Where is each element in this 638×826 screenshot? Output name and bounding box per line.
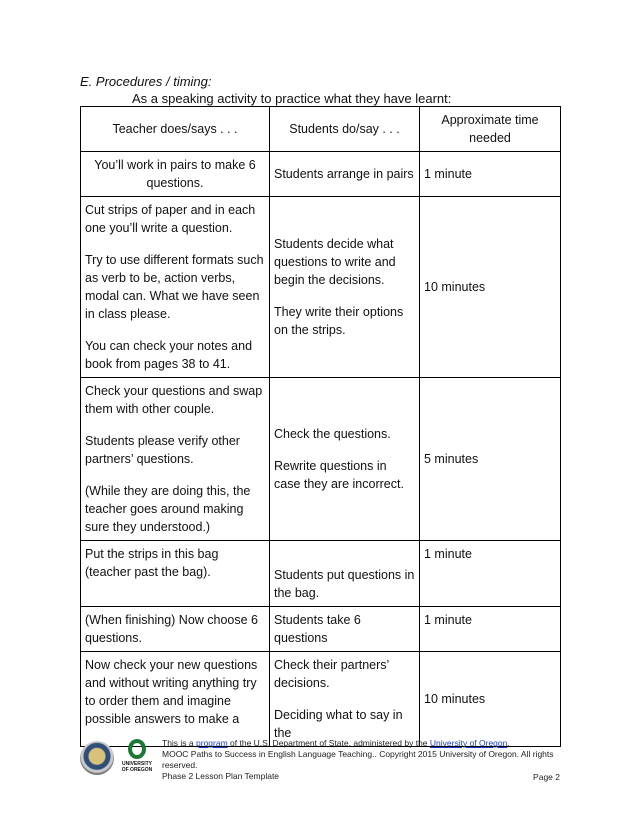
page-number: Page 2 <box>533 772 560 782</box>
time-cell: 10 minutes <box>420 652 561 747</box>
teacher-cell: Put the strips in this bag (teacher past the bag). <box>81 541 270 607</box>
table-row <box>81 607 561 652</box>
teacher-cell: Now check your new questions and without writing anything try to order them and imagine possible answers to make a <box>81 652 270 747</box>
table-row <box>81 541 561 607</box>
students-line: Deciding what to say in the <box>274 708 403 740</box>
students-line: Check the questions. <box>274 427 391 441</box>
footer-line-2: MOOC Paths to Success in English Language Teaching.. Copyright 2015 University of Oregon. All rights reserved. <box>162 749 554 770</box>
state-department-seal-icon <box>80 741 114 775</box>
students-line: Students decide what questions to write and begin the decisions. <box>274 237 396 287</box>
teacher-cell: (When finishing) Now choose 6 questions. <box>81 607 270 652</box>
time-cell: 10 minutes <box>420 197 561 378</box>
section-title: E. Procedures / timing: <box>80 74 212 89</box>
teacher-line: You can check your notes and book from pages 38 to 41. <box>85 339 253 371</box>
university-link[interactable]: University of Oregon <box>429 738 508 748</box>
teacher-line: Check your questions and swap them with other couple. <box>85 384 263 416</box>
page-footer <box>80 737 560 807</box>
footer-line-1 <box>162 738 560 749</box>
footer-text-segment: . <box>507 738 510 748</box>
students-cell <box>270 378 420 541</box>
students-line: Check their partners’ decisions. <box>274 658 389 690</box>
students-line: Rewrite questions in case they are incorrect. <box>274 459 404 491</box>
students-cell: Students put questions in the bag. <box>270 541 420 607</box>
table-row <box>81 197 561 378</box>
footer-text-segment: This is a <box>162 738 197 748</box>
footer-text-segment: of the U.S. Department of State, administered by the <box>227 738 430 748</box>
header-teacher: Teacher does/says . . . <box>81 107 270 152</box>
students-cell <box>270 652 420 747</box>
oregon-o-icon <box>128 739 146 759</box>
time-cell: 1 minute <box>420 607 561 652</box>
header-students: Students do/say . . . <box>270 107 420 152</box>
table-row <box>81 152 561 197</box>
teacher-cell: You’ll work in pairs to make 6 questions. <box>81 152 270 197</box>
footer-line-3: Phase 2 Lesson Plan Template <box>162 771 280 781</box>
time-cell: 5 minutes <box>420 378 561 541</box>
students-cell: Students arrange in pairs <box>270 152 420 197</box>
table-row <box>81 378 561 541</box>
university-of-oregon-logo <box>120 739 154 779</box>
footer-text <box>162 738 560 782</box>
logo-text: UNIVERSITY OF OREGON <box>121 761 153 773</box>
program-link[interactable]: program <box>196 738 228 748</box>
procedures-table <box>80 106 561 747</box>
header-time: Approximate time needed <box>420 107 561 152</box>
students-cell <box>270 197 420 378</box>
section-subtitle: As a speaking activity to practice what they have learnt: <box>132 91 452 106</box>
teacher-line: (While they are doing this, the teacher goes around making sure they understood.) <box>85 484 251 534</box>
table-row <box>81 652 561 747</box>
teacher-cell <box>81 378 270 541</box>
teacher-line: Try to use different formats such as verb to be, action verbs, modal can. What we have seen in class please. <box>85 253 264 321</box>
teacher-line: Students please verify other partners’ questions. <box>85 434 240 466</box>
teacher-line: Cut strips of paper and in each one you’ll write a question. <box>85 203 256 235</box>
table-header-row <box>81 107 561 152</box>
students-line: They write their options on the strips. <box>274 305 404 337</box>
time-cell: 1 minute <box>420 152 561 197</box>
students-cell: Students take 6 questions <box>270 607 420 652</box>
time-cell: 1 minute <box>420 541 561 607</box>
teacher-cell <box>81 197 270 378</box>
